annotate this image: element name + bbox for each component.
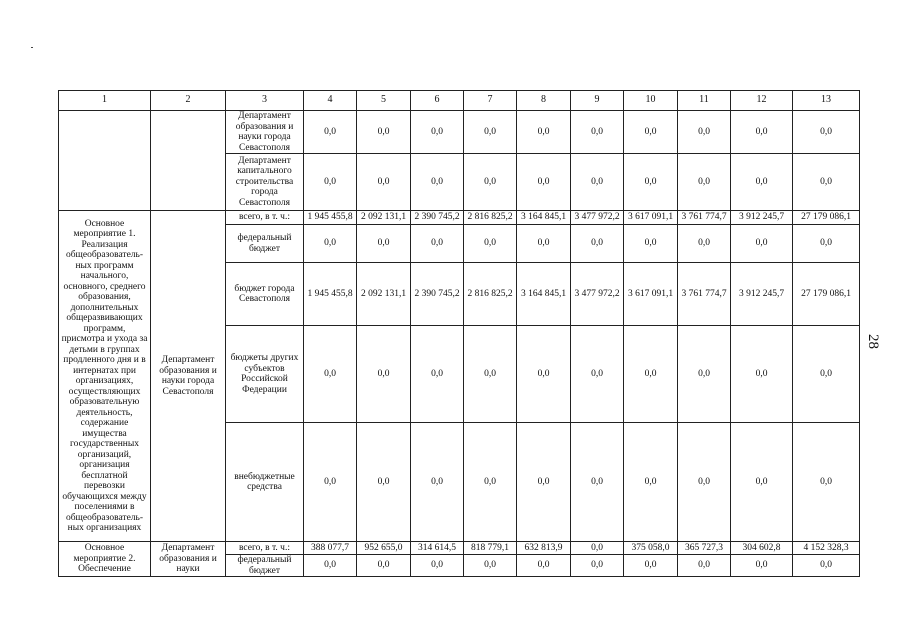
value-cell: 0,0 xyxy=(624,154,678,211)
value-cell: 0,0 xyxy=(571,555,624,577)
header-cell: 4 xyxy=(304,91,357,111)
value-cell: 0,0 xyxy=(571,542,624,555)
value-cell: 3 477 972,2 xyxy=(571,211,624,225)
value-cell: 0,0 xyxy=(411,225,464,263)
header-cell: 12 xyxy=(731,91,793,111)
source-cell: всего, в т. ч.: xyxy=(226,542,304,555)
value-cell: 0,0 xyxy=(411,154,464,211)
value-cell: 2 390 745,2 xyxy=(411,263,464,326)
header-cell: 11 xyxy=(678,91,731,111)
value-cell: 0,0 xyxy=(464,225,517,263)
value-cell: 0,0 xyxy=(464,154,517,211)
value-cell: 0,0 xyxy=(464,423,517,542)
source-cell: федеральный бюджет xyxy=(226,555,304,577)
value-cell: 3 164 845,1 xyxy=(517,263,571,326)
value-cell: 3 617 091,1 xyxy=(624,211,678,225)
value-cell: 4 152 328,3 xyxy=(793,542,860,555)
executor-cell: Департамент образования и науки xyxy=(151,542,226,577)
source-cell: всего, в т. ч.: xyxy=(226,211,304,225)
value-cell: 0,0 xyxy=(464,111,517,154)
value-cell: 0,0 xyxy=(624,326,678,423)
value-cell: 0,0 xyxy=(678,154,731,211)
value-cell: 0,0 xyxy=(304,555,357,577)
value-cell: 0,0 xyxy=(464,555,517,577)
value-cell: 2 092 131,1 xyxy=(357,211,411,225)
value-cell: 2 390 745,2 xyxy=(411,211,464,225)
value-cell: 0,0 xyxy=(731,111,793,154)
header-cell: 5 xyxy=(357,91,411,111)
value-cell: 3 477 972,2 xyxy=(571,263,624,326)
header-cell: 8 xyxy=(517,91,571,111)
value-cell: 0,0 xyxy=(731,154,793,211)
value-cell: 0,0 xyxy=(678,111,731,154)
value-cell: 0,0 xyxy=(411,555,464,577)
header-cell: 9 xyxy=(571,91,624,111)
value-cell: 0,0 xyxy=(793,111,860,154)
value-cell: 0,0 xyxy=(678,423,731,542)
value-cell: 0,0 xyxy=(793,423,860,542)
value-cell: 3 761 774,7 xyxy=(678,263,731,326)
header-cell: 3 xyxy=(226,91,304,111)
value-cell: 365 727,3 xyxy=(678,542,731,555)
value-cell: 0,0 xyxy=(624,423,678,542)
value-cell: 0,0 xyxy=(357,111,411,154)
value-cell: 0,0 xyxy=(731,423,793,542)
value-cell: 0,0 xyxy=(731,326,793,423)
header-cell: 13 xyxy=(793,91,860,111)
table-row xyxy=(59,211,860,225)
measure-cell: Основное мероприятие 1. Реализация общеобразователь-ных программ начального, основного, среднего образования, дополнительных общеразвивающих программ, присмотра и ухода за детьми в группах продленного дня и в интернатах при организациях, осуществляющих образовательную деятельность, содержание имущества государственных организаций, организация бесплатной перевозки обучающихся между поселениями в общеобразователь-ных организациях xyxy=(59,211,151,542)
header-cell: 2 xyxy=(151,91,226,111)
value-cell: 0,0 xyxy=(304,326,357,423)
value-cell: 0,0 xyxy=(678,225,731,263)
table-body xyxy=(59,91,860,577)
value-cell: 1 945 455,8 xyxy=(304,263,357,326)
value-cell: 0,0 xyxy=(793,154,860,211)
value-cell: 2 816 825,2 xyxy=(464,263,517,326)
value-cell: 952 655,0 xyxy=(357,542,411,555)
value-cell: 818 779,1 xyxy=(464,542,517,555)
value-cell: 0,0 xyxy=(357,154,411,211)
executor-cell xyxy=(151,111,226,211)
value-cell: 0,0 xyxy=(411,111,464,154)
value-cell: 0,0 xyxy=(624,555,678,577)
value-cell: 0,0 xyxy=(793,555,860,577)
source-cell: федеральный бюджет xyxy=(226,225,304,263)
value-cell: 0,0 xyxy=(517,225,571,263)
page-number: 28 xyxy=(865,334,881,349)
budget-table xyxy=(58,90,860,577)
value-cell: 0,0 xyxy=(304,111,357,154)
value-cell: 0,0 xyxy=(517,423,571,542)
value-cell: 0,0 xyxy=(304,225,357,263)
source-cell: бюджет города Севастополя xyxy=(226,263,304,326)
value-cell: 0,0 xyxy=(517,154,571,211)
value-cell: 2 816 825,2 xyxy=(464,211,517,225)
value-cell: 0,0 xyxy=(571,154,624,211)
executor-cell: Департамент образования и науки города Севастополя xyxy=(151,211,226,542)
measure-cell: Основное мероприятие 2. Обеспечение xyxy=(59,542,151,577)
table-row xyxy=(59,111,860,154)
value-cell: 3 761 774,7 xyxy=(678,211,731,225)
value-cell: 0,0 xyxy=(793,326,860,423)
value-cell: 314 614,5 xyxy=(411,542,464,555)
source-cell: внебюджетные средства xyxy=(226,423,304,542)
value-cell: 0,0 xyxy=(678,326,731,423)
value-cell: 3 912 245,7 xyxy=(731,211,793,225)
value-cell: 0,0 xyxy=(304,154,357,211)
value-cell: 27 179 086,1 xyxy=(793,263,860,326)
value-cell: 0,0 xyxy=(517,555,571,577)
value-cell: 3 912 245,7 xyxy=(731,263,793,326)
source-cell: Департамент капитального строительства города Севастополя xyxy=(226,154,304,211)
value-cell: 0,0 xyxy=(357,555,411,577)
value-cell: 0,0 xyxy=(793,225,860,263)
value-cell: 0,0 xyxy=(304,423,357,542)
source-cell: бюджеты других субъектов Российской Федерации xyxy=(226,326,304,423)
value-cell: 0,0 xyxy=(571,423,624,542)
value-cell: 3 617 091,1 xyxy=(624,263,678,326)
header-cell: 6 xyxy=(411,91,464,111)
source-cell: Департамент образования и науки города Севастополя xyxy=(226,111,304,154)
value-cell: 3 164 845,1 xyxy=(517,211,571,225)
value-cell: 632 813,9 xyxy=(517,542,571,555)
value-cell: 0,0 xyxy=(357,326,411,423)
value-cell: 304 602,8 xyxy=(731,542,793,555)
value-cell: 0,0 xyxy=(517,326,571,423)
value-cell: 0,0 xyxy=(678,555,731,577)
value-cell: 2 092 131,1 xyxy=(357,263,411,326)
value-cell: 0,0 xyxy=(731,555,793,577)
scan-speck xyxy=(31,47,33,48)
value-cell: 0,0 xyxy=(357,423,411,542)
table-row xyxy=(59,542,860,555)
value-cell: 0,0 xyxy=(517,111,571,154)
header-cell: 1 xyxy=(59,91,151,111)
value-cell: 0,0 xyxy=(624,111,678,154)
value-cell: 0,0 xyxy=(731,225,793,263)
value-cell: 0,0 xyxy=(571,326,624,423)
value-cell: 27 179 086,1 xyxy=(793,211,860,225)
value-cell: 1 945 455,8 xyxy=(304,211,357,225)
header-cell: 7 xyxy=(464,91,517,111)
header-cell: 10 xyxy=(624,91,678,111)
header-row xyxy=(59,91,860,111)
measure-cell xyxy=(59,111,151,211)
value-cell: 375 058,0 xyxy=(624,542,678,555)
value-cell: 0,0 xyxy=(411,423,464,542)
value-cell: 0,0 xyxy=(357,225,411,263)
value-cell: 0,0 xyxy=(464,326,517,423)
value-cell: 388 077,7 xyxy=(304,542,357,555)
value-cell: 0,0 xyxy=(411,326,464,423)
value-cell: 0,0 xyxy=(624,225,678,263)
value-cell: 0,0 xyxy=(571,225,624,263)
value-cell: 0,0 xyxy=(571,111,624,154)
